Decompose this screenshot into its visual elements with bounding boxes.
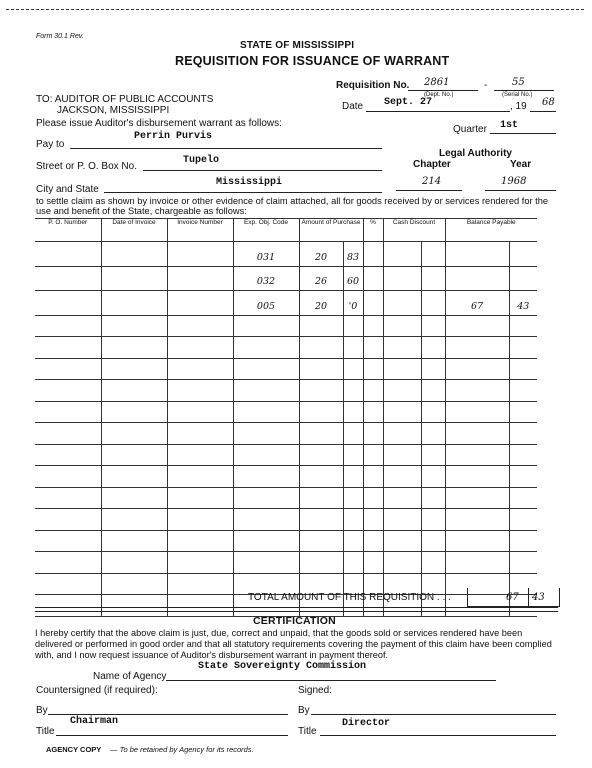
cell-invoice-number <box>167 573 233 595</box>
certification-title: CERTIFICATION <box>253 615 336 627</box>
cell-percent <box>363 242 383 267</box>
cell-po-number <box>35 291 101 316</box>
cell-exp-obj-code: 032 <box>233 266 299 291</box>
col-exp-obj-code: Exp. Obj. Code <box>233 219 299 242</box>
date-value: Sept. 27 <box>384 97 433 108</box>
cell-cash-discount-cents <box>421 291 445 316</box>
cell-amount-dollars <box>299 380 343 402</box>
cell-date-of-invoice <box>101 266 167 291</box>
cell-amount-dollars <box>299 466 343 488</box>
cell-balance-dollars <box>445 530 509 552</box>
cell-amount-cents: '0 <box>343 291 363 316</box>
cell-amount-dollars <box>299 337 343 359</box>
title-left-line <box>56 735 288 736</box>
cell-date-of-invoice <box>101 444 167 466</box>
legal-authority-title: Legal Authority <box>439 148 512 159</box>
cell-invoice-number <box>167 595 233 617</box>
cell-percent <box>363 423 383 445</box>
cell-cash-discount-dollars <box>383 401 421 423</box>
cell-balance-dollars <box>445 358 509 380</box>
cell-exp-obj-code <box>233 466 299 488</box>
cell-exp-obj-code <box>233 552 299 574</box>
city-label: City and State <box>36 184 99 195</box>
cell-po-number <box>35 466 101 488</box>
cell-balance-cents <box>509 380 537 402</box>
cell-balance-dollars <box>445 509 509 531</box>
cell-amount-dollars <box>299 487 343 509</box>
cell-balance-dollars <box>445 337 509 359</box>
cell-po-number <box>35 266 101 291</box>
cell-balance-cents <box>509 487 537 509</box>
cell-po-number <box>35 423 101 445</box>
serial-no-caption: (Serial No.) <box>502 92 533 98</box>
date-label: Date <box>342 101 364 112</box>
charges-table-body <box>35 242 537 617</box>
cell-cash-discount-dollars <box>383 423 421 445</box>
cell-cash-discount-dollars <box>383 444 421 466</box>
cell-po-number <box>35 487 101 509</box>
cell-balance-cents <box>509 242 537 267</box>
col-date-of-invoice: Date of Invoice <box>101 219 167 242</box>
table-row <box>35 552 537 574</box>
cell-cash-discount-dollars <box>383 266 421 291</box>
cell-cash-discount-cents <box>421 444 445 466</box>
cell-balance-cents <box>509 552 537 574</box>
quarter-line <box>490 133 556 134</box>
cell-exp-obj-code <box>233 444 299 466</box>
cell-cash-discount-dollars <box>383 358 421 380</box>
cell-amount-dollars <box>299 530 343 552</box>
pay-to-label: Pay to <box>36 139 65 150</box>
state-heading: STATE OF MISSISSIPPI <box>240 40 355 51</box>
cell-cash-discount-cents <box>421 242 445 267</box>
cell-exp-obj-code <box>233 401 299 423</box>
serial-no-value: 55 <box>512 77 525 88</box>
cell-balance-dollars: 67 <box>445 291 509 316</box>
cell-balance-cents <box>509 423 537 445</box>
cell-exp-obj-code <box>233 380 299 402</box>
cell-amount-dollars: 26 <box>299 266 343 291</box>
cell-cash-discount-dollars <box>383 509 421 531</box>
agency-copy-note: — To be retained by Agency for its records. <box>110 745 254 754</box>
cell-balance-cents <box>509 337 537 359</box>
cell-po-number <box>35 315 101 337</box>
cell-amount-dollars <box>299 358 343 380</box>
cell-po-number <box>35 573 101 595</box>
cell-amount-dollars <box>299 509 343 531</box>
cell-amount-cents <box>343 487 363 509</box>
legal-year-value: 1968 <box>501 176 527 187</box>
cell-amount-cents <box>343 337 363 359</box>
cell-cash-discount-cents <box>421 358 445 380</box>
cell-balance-dollars <box>445 315 509 337</box>
cell-percent <box>363 380 383 402</box>
cell-amount-dollars <box>299 552 343 574</box>
city-value: Mississippi <box>216 177 283 188</box>
cell-balance-dollars <box>445 266 509 291</box>
cell-percent <box>363 337 383 359</box>
cell-exp-obj-code <box>233 358 299 380</box>
cell-invoice-number <box>167 358 233 380</box>
cell-po-number <box>35 358 101 380</box>
cell-date-of-invoice <box>101 380 167 402</box>
cell-cash-discount-cents <box>421 337 445 359</box>
cell-po-number <box>35 444 101 466</box>
cell-cash-discount-cents <box>421 530 445 552</box>
table-row <box>35 530 537 552</box>
agency-line <box>166 680 496 681</box>
table-row <box>35 444 537 466</box>
date-line <box>366 111 510 112</box>
col-amount-of-purchase: Amount of Purchase <box>299 219 363 242</box>
cell-amount-cents <box>343 380 363 402</box>
serial-no-line <box>494 90 554 91</box>
cell-balance-dollars <box>445 444 509 466</box>
pay-to-line <box>70 148 382 149</box>
cell-balance-dollars <box>445 423 509 445</box>
cell-invoice-number <box>167 423 233 445</box>
street-label: Street or P. O. Box No. <box>36 161 137 172</box>
cell-date-of-invoice <box>101 423 167 445</box>
cell-invoice-number <box>167 552 233 574</box>
top-perforation <box>6 9 584 10</box>
cell-amount-cents <box>343 358 363 380</box>
agency-label: Name of Agency <box>93 671 167 682</box>
cell-balance-dollars <box>445 552 509 574</box>
cell-balance-cents <box>509 466 537 488</box>
cell-cash-discount-cents <box>421 401 445 423</box>
cell-amount-cents: 60 <box>343 266 363 291</box>
table-row <box>35 401 537 423</box>
col-percent: % <box>363 219 383 242</box>
requisition-dash: - <box>484 80 488 91</box>
cell-amount-cents <box>343 423 363 445</box>
cell-amount-dollars <box>299 401 343 423</box>
cell-date-of-invoice <box>101 315 167 337</box>
cell-balance-cents: 43 <box>509 291 537 316</box>
cell-invoice-number <box>167 242 233 267</box>
cell-cash-discount-dollars <box>383 466 421 488</box>
table-row <box>35 337 537 359</box>
cell-amount-cents: 83 <box>343 242 363 267</box>
cell-invoice-number <box>167 466 233 488</box>
cell-amount-dollars: 20 <box>299 242 343 267</box>
table-row <box>35 266 537 291</box>
cell-amount-cents <box>343 444 363 466</box>
cell-percent <box>363 444 383 466</box>
cell-po-number <box>35 337 101 359</box>
cell-amount-cents <box>343 401 363 423</box>
by-left-line <box>48 714 288 715</box>
cell-percent <box>363 266 383 291</box>
cell-cash-discount-dollars <box>383 487 421 509</box>
table-row <box>35 315 537 337</box>
cell-cash-discount-cents <box>421 315 445 337</box>
cell-percent <box>363 291 383 316</box>
pay-to-value: Perrin Purvis <box>134 131 213 142</box>
cell-percent <box>363 401 383 423</box>
cell-amount-dollars: 20 <box>299 291 343 316</box>
year-prefix: , 19 <box>510 101 527 112</box>
cell-cash-discount-dollars <box>383 552 421 574</box>
total-label: TOTAL AMOUNT OF THIS REQUISITION . . . <box>248 592 451 603</box>
addressee-instruction: Please issue Auditor's disbursement warrant as follows: <box>36 118 282 129</box>
quarter-value: 1st <box>500 120 519 131</box>
cell-balance-dollars <box>445 487 509 509</box>
col-balance-payable: Balance Payable <box>445 219 537 242</box>
cell-date-of-invoice <box>101 291 167 316</box>
year-label: Year <box>510 159 532 170</box>
city-line <box>104 192 382 193</box>
cell-date-of-invoice <box>101 573 167 595</box>
chapter-label: Chapter <box>413 159 451 170</box>
by-left-label: By <box>36 705 48 716</box>
cell-percent <box>363 530 383 552</box>
total-dollars: 67 <box>506 592 519 603</box>
cell-exp-obj-code <box>233 487 299 509</box>
dept-no-caption: (Dept. No.) <box>424 92 454 98</box>
cell-cash-discount-cents <box>421 487 445 509</box>
cell-invoice-number <box>167 444 233 466</box>
cell-amount-dollars <box>299 315 343 337</box>
cell-exp-obj-code <box>233 315 299 337</box>
title-right-line <box>320 735 556 736</box>
agency-value: State Sovereignty Commission <box>198 661 367 672</box>
cell-exp-obj-code <box>233 530 299 552</box>
settle-claim-text: to settle claim as shown by invoice or other evidence of claim attached, all for goods received by or services rendered for the use and benefit of the State, chargeable as follows: <box>36 196 549 216</box>
countersigned-label: Countersigned (if required): <box>36 685 158 696</box>
cell-balance-cents <box>509 509 537 531</box>
certification-text: I hereby certify that the above claim is just, due, correct and unpaid, that the goods sold or services rendered have been delivered or performed in good order and that all statutory requirements covering the payment of this claim have been complied with, and I now request issuance of Auditor's disbursement warrant in payment thereof. <box>35 628 552 660</box>
col-invoice-number: Invoice Number <box>167 219 233 242</box>
table-row <box>35 487 537 509</box>
cell-invoice-number <box>167 266 233 291</box>
certification-divider <box>35 607 558 612</box>
table-row <box>35 242 537 267</box>
cell-cash-discount-cents <box>421 466 445 488</box>
cell-date-of-invoice <box>101 337 167 359</box>
cell-percent <box>363 509 383 531</box>
cell-balance-cents <box>509 315 537 337</box>
table-row <box>35 358 537 380</box>
cell-date-of-invoice <box>101 530 167 552</box>
cell-balance-cents <box>509 444 537 466</box>
cell-exp-obj-code: 031 <box>233 242 299 267</box>
year-line <box>530 111 556 112</box>
cell-percent <box>363 358 383 380</box>
cell-invoice-number <box>167 315 233 337</box>
cell-po-number <box>35 509 101 531</box>
by-right-label: By <box>298 705 310 716</box>
cell-balance-cents <box>509 358 537 380</box>
cell-invoice-number <box>167 380 233 402</box>
col-po-number: P. O. Number <box>35 219 101 242</box>
col-cash-discount: Cash Discount <box>383 219 445 242</box>
total-cents-divider <box>528 588 529 606</box>
form-number: Form 30.1 Rev. <box>36 33 84 40</box>
chapter-value: 214 <box>422 176 442 187</box>
chapter-line <box>396 190 462 191</box>
cell-date-of-invoice <box>101 401 167 423</box>
year-value: 68 <box>542 97 555 108</box>
form-title: REQUISITION FOR ISSUANCE OF WARRANT <box>175 54 450 68</box>
cell-balance-dollars <box>445 401 509 423</box>
cell-balance-dollars <box>445 242 509 267</box>
cell-invoice-number <box>167 291 233 316</box>
cell-balance-dollars <box>445 466 509 488</box>
cell-date-of-invoice <box>101 466 167 488</box>
table-row <box>35 291 537 316</box>
title-left-label: Title <box>36 726 55 737</box>
requisition-label: Requisition No. <box>336 80 410 91</box>
table-row <box>35 509 537 531</box>
cell-exp-obj-code <box>233 509 299 531</box>
total-cents: 43 <box>532 592 545 603</box>
quarter-label: Quarter <box>453 124 487 135</box>
addressee-line-2: JACKSON, MISSISSIPPI <box>57 105 170 116</box>
cell-exp-obj-code <box>233 337 299 359</box>
cell-date-of-invoice <box>101 242 167 267</box>
cell-cash-discount-dollars <box>383 337 421 359</box>
cell-amount-cents <box>343 466 363 488</box>
cell-amount-cents <box>343 315 363 337</box>
cell-cash-discount-cents <box>421 509 445 531</box>
by-right-line <box>311 714 556 715</box>
signed-label: Signed: <box>298 685 332 696</box>
cell-invoice-number <box>167 337 233 359</box>
charges-table <box>35 218 537 617</box>
cell-invoice-number <box>167 487 233 509</box>
cell-cash-discount-cents <box>421 380 445 402</box>
cell-cash-discount-cents <box>421 423 445 445</box>
cell-date-of-invoice <box>101 358 167 380</box>
legal-year-line <box>485 190 556 191</box>
cell-exp-obj-code: 005 <box>233 291 299 316</box>
cell-cash-discount-dollars <box>383 315 421 337</box>
cell-percent <box>363 487 383 509</box>
title-right-label: Title <box>298 726 317 737</box>
cell-percent <box>363 466 383 488</box>
cell-amount-cents <box>343 530 363 552</box>
cell-amount-cents <box>343 552 363 574</box>
cell-balance-cents <box>509 401 537 423</box>
table-row <box>35 423 537 445</box>
cell-date-of-invoice <box>101 595 167 617</box>
cell-exp-obj-code <box>233 423 299 445</box>
cell-amount-dollars <box>299 423 343 445</box>
cell-percent <box>363 315 383 337</box>
cell-cash-discount-cents <box>421 552 445 574</box>
cell-po-number <box>35 380 101 402</box>
cell-date-of-invoice <box>101 552 167 574</box>
cell-po-number <box>35 552 101 574</box>
cell-balance-cents <box>509 266 537 291</box>
cell-cash-discount-cents <box>421 266 445 291</box>
cell-date-of-invoice <box>101 487 167 509</box>
cell-date-of-invoice <box>101 509 167 531</box>
street-line <box>143 170 382 171</box>
cell-cash-discount-dollars <box>383 291 421 316</box>
cell-invoice-number <box>167 530 233 552</box>
dept-no-line <box>408 90 478 91</box>
cell-balance-cents <box>509 530 537 552</box>
title-left-value: Chairman <box>70 716 119 727</box>
cell-cash-discount-dollars <box>383 380 421 402</box>
addressee-line-1: TO: AUDITOR OF PUBLIC ACCOUNTS <box>36 94 214 105</box>
title-right-value: Director <box>342 718 391 729</box>
cell-percent <box>363 552 383 574</box>
cell-po-number <box>35 595 101 617</box>
cell-po-number <box>35 530 101 552</box>
cell-cash-discount-dollars <box>383 242 421 267</box>
cell-amount-dollars <box>299 444 343 466</box>
agency-copy-label: AGENCY COPY <box>46 745 102 754</box>
cell-amount-cents <box>343 509 363 531</box>
cell-invoice-number <box>167 509 233 531</box>
cell-balance-dollars <box>445 380 509 402</box>
cell-invoice-number <box>167 401 233 423</box>
cell-cash-discount-dollars <box>383 530 421 552</box>
cell-po-number <box>35 242 101 267</box>
cell-po-number <box>35 401 101 423</box>
dept-no-value: 2861 <box>424 77 450 88</box>
table-row <box>35 466 537 488</box>
table-row <box>35 380 537 402</box>
street-value: Tupelo <box>183 155 220 166</box>
